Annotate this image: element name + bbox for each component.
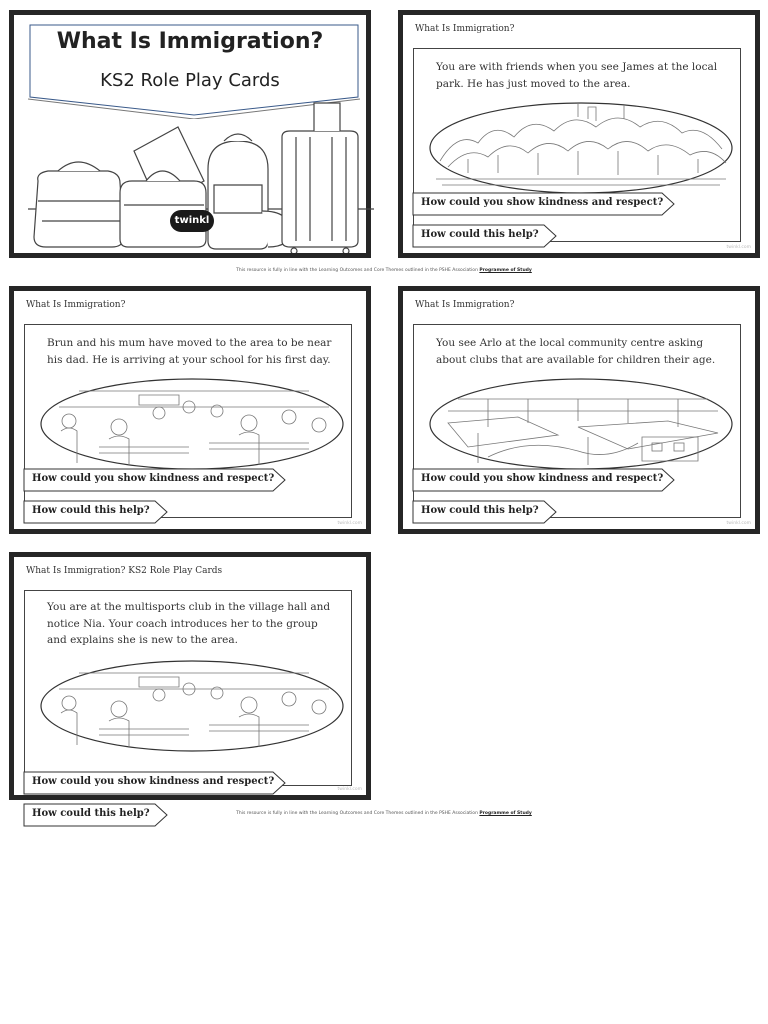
kindness-question-label: How could you show kindness and respect? [412, 192, 676, 216]
card-header: What Is Immigration? [26, 300, 126, 310]
footer-text: This resource is fully in line with the Learning Outcomes and Core Themes outlined in the PSHE Association [236, 811, 478, 816]
card-header: What Is Immigration? [415, 300, 515, 310]
programme-of-study-link[interactable]: Programme of Study [479, 268, 532, 273]
park-scene-icon [428, 101, 734, 195]
help-question-label: How could this help? [23, 500, 169, 524]
help-question-label: How could this help? [23, 803, 169, 827]
role-play-card [398, 286, 760, 534]
footer-note [0, 811, 768, 816]
programme-of-study-link[interactable]: Programme of Study [479, 811, 532, 816]
card-content-box [413, 324, 741, 518]
scenario-text: Brun and his mum have moved to the area to be near his dad. He is arriving at your school for his first day. [47, 337, 332, 366]
kindness-question-label: How could you show kindness and respect? [412, 468, 676, 492]
classroom-scene-icon [39, 659, 345, 753]
scenario-text: You are at the multisports club in the village hall and notice Nia. Your coach introduces her to the group and explains she is new to the area. [47, 601, 331, 646]
help-question-label: How could this help? [412, 500, 558, 524]
footer-text: This resource is fully in line with the Learning Outcomes and Core Themes outlined in the PSHE Association [236, 268, 478, 273]
footer-note [0, 268, 768, 273]
cover-title: What Is Immigration? [56, 29, 324, 54]
community-centre-scene-icon [428, 377, 734, 471]
kindness-question-label: How could you show kindness and respect? [23, 771, 287, 795]
role-play-card [398, 10, 760, 258]
watermark: twinkl.com [337, 521, 362, 526]
cover-subtitle: KS2 Role Play Cards [100, 70, 280, 91]
watermark: twinkl.com [337, 787, 362, 792]
help-question-label: How could this help? [412, 224, 558, 248]
kindness-question-label: How could you show kindness and respect? [23, 468, 287, 492]
classroom-scene-icon [39, 377, 345, 471]
card-content-box [24, 324, 352, 518]
watermark: twinkl.com [726, 245, 751, 250]
scenario-text: You are with friends when you see James at the local park. He has just moved to the area. [436, 61, 718, 90]
card-content-box [413, 48, 741, 242]
watermark: twinkl.com [726, 521, 751, 526]
role-play-card [9, 286, 371, 534]
card-header: What Is Immigration? KS2 Role Play Cards [26, 566, 223, 576]
twinkl-logo: twinkl [170, 210, 214, 232]
cover-card [9, 10, 371, 258]
card-header: What Is Immigration? [415, 24, 515, 34]
scenario-text: You see Arlo at the local community centre asking about clubs that are available for children their age. [436, 337, 716, 366]
